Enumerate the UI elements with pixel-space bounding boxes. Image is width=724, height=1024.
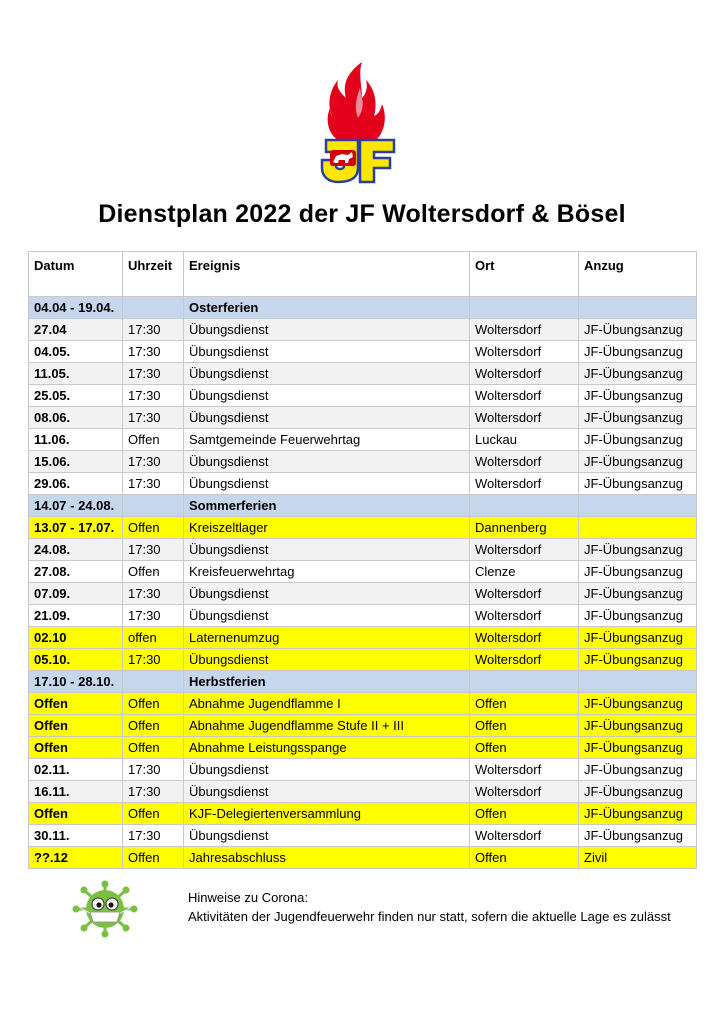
header-uhrzeit: Uhrzeit: [123, 252, 184, 297]
table-row: [29, 605, 697, 627]
table-row: [29, 495, 697, 517]
cell-ort: Woltersdorf: [470, 385, 579, 407]
cell-uhrzeit: 17:30: [123, 341, 184, 363]
cell-anzug: JF-Übungsanzug: [579, 429, 697, 451]
cell-ort: Clenze: [470, 561, 579, 583]
cell-ereignis: Übungsdienst: [184, 363, 470, 385]
table-row: [29, 627, 697, 649]
cell-ereignis: Kreiszeltlager: [184, 517, 470, 539]
cell-uhrzeit: 17:30: [123, 759, 184, 781]
cell-ort: Woltersdorf: [470, 341, 579, 363]
page-title: Dienstplan 2022 der JF Woltersdorf & Bösel: [98, 200, 626, 228]
cell-ereignis: Abnahme Jugendflamme I: [184, 693, 470, 715]
cell-ort: Offen: [470, 737, 579, 759]
cell-datum: 16.11.: [29, 781, 123, 803]
cell-datum: 02.10: [29, 627, 123, 649]
cell-uhrzeit: offen: [123, 627, 184, 649]
table-row: [29, 825, 697, 847]
cell-ort: [470, 297, 579, 319]
cell-uhrzeit: 17:30: [123, 605, 184, 627]
header-anzug: Anzug: [579, 252, 697, 297]
cell-ereignis: Jahresabschluss: [184, 847, 470, 869]
cell-datum: 11.05.: [29, 363, 123, 385]
cell-datum: 29.06.: [29, 473, 123, 495]
cell-ereignis: Herbstferien: [184, 671, 470, 693]
cell-datum: 04.04 - 19.04.: [29, 297, 123, 319]
cell-ereignis: Abnahme Leistungsspange: [184, 737, 470, 759]
cell-datum: 13.07 - 17.07.: [29, 517, 123, 539]
cell-ort: Woltersdorf: [470, 583, 579, 605]
cell-anzug: JF-Übungsanzug: [579, 627, 697, 649]
cell-uhrzeit: Offen: [123, 517, 184, 539]
cell-datum: 30.11.: [29, 825, 123, 847]
table-row: [29, 803, 697, 825]
cell-uhrzeit: [123, 495, 184, 517]
cell-uhrzeit: 17:30: [123, 583, 184, 605]
table-row: [29, 649, 697, 671]
cell-ereignis: Laternenumzug: [184, 627, 470, 649]
cell-uhrzeit: Offen: [123, 847, 184, 869]
corona-note-text: Aktivitäten der Jugendfeuerwehr finden nur statt, sofern die aktuelle Lage es zulässt: [188, 909, 671, 924]
cell-datum: 02.11.: [29, 759, 123, 781]
cell-uhrzeit: 17:30: [123, 319, 184, 341]
cell-datum: Offen: [29, 693, 123, 715]
cell-ereignis: Übungsdienst: [184, 781, 470, 803]
cell-anzug: JF-Übungsanzug: [579, 385, 697, 407]
cell-uhrzeit: Offen: [123, 715, 184, 737]
cell-datum: 05.10.: [29, 649, 123, 671]
cell-ereignis: Übungsdienst: [184, 583, 470, 605]
cell-ereignis: Übungsdienst: [184, 605, 470, 627]
cell-ereignis: Übungsdienst: [184, 319, 470, 341]
cell-ort: Offen: [470, 847, 579, 869]
cell-anzug: JF-Übungsanzug: [579, 649, 697, 671]
header-ort: Ort: [470, 252, 579, 297]
cell-datum: ??.12: [29, 847, 123, 869]
cell-datum: 17.10 - 28.10.: [29, 671, 123, 693]
cell-datum: 15.06.: [29, 451, 123, 473]
cell-ort: Dannenberg: [470, 517, 579, 539]
cell-ereignis: Übungsdienst: [184, 759, 470, 781]
table-row: [29, 539, 697, 561]
cell-anzug: JF-Übungsanzug: [579, 319, 697, 341]
cell-uhrzeit: 17:30: [123, 825, 184, 847]
table-row: [29, 693, 697, 715]
cell-ort: Woltersdorf: [470, 649, 579, 671]
cell-ereignis: Übungsdienst: [184, 649, 470, 671]
cell-ort: Woltersdorf: [470, 473, 579, 495]
table-row: [29, 473, 697, 495]
cell-anzug: JF-Übungsanzug: [579, 341, 697, 363]
cell-anzug: JF-Übungsanzug: [579, 803, 697, 825]
table-row: [29, 759, 697, 781]
cell-ort: Woltersdorf: [470, 627, 579, 649]
cell-ort: Offen: [470, 693, 579, 715]
cell-ort: Luckau: [470, 429, 579, 451]
cell-anzug: [579, 671, 697, 693]
cell-datum: 27.04: [29, 319, 123, 341]
cell-ereignis: Sommerferien: [184, 495, 470, 517]
cell-anzug: JF-Übungsanzug: [579, 825, 697, 847]
cell-uhrzeit: 17:30: [123, 363, 184, 385]
cell-uhrzeit: 17:30: [123, 407, 184, 429]
cell-anzug: JF-Übungsanzug: [579, 759, 697, 781]
cell-anzug: [579, 517, 697, 539]
table-row: [29, 429, 697, 451]
header-ereignis: Ereignis: [184, 252, 470, 297]
table-row: [29, 781, 697, 803]
cell-datum: 25.05.: [29, 385, 123, 407]
cell-ort: Woltersdorf: [470, 825, 579, 847]
cell-uhrzeit: 17:30: [123, 781, 184, 803]
cell-datum: 14.07 - 24.08.: [29, 495, 123, 517]
cell-uhrzeit: 17:30: [123, 451, 184, 473]
cell-datum: 27.08.: [29, 561, 123, 583]
cell-anzug: JF-Übungsanzug: [579, 781, 697, 803]
table-row: [29, 385, 697, 407]
cell-anzug: JF-Übungsanzug: [579, 693, 697, 715]
cell-anzug: [579, 297, 697, 319]
cell-uhrzeit: 17:30: [123, 649, 184, 671]
cell-ort: Offen: [470, 803, 579, 825]
cell-ereignis: Osterferien: [184, 297, 470, 319]
corona-note: [188, 888, 671, 926]
table-header-row: [29, 252, 697, 297]
cell-ort: Woltersdorf: [470, 759, 579, 781]
cell-uhrzeit: 17:30: [123, 385, 184, 407]
table-row: [29, 715, 697, 737]
cell-ereignis: Übungsdienst: [184, 539, 470, 561]
cell-uhrzeit: Offen: [123, 803, 184, 825]
cell-datum: Offen: [29, 737, 123, 759]
table-row: [29, 737, 697, 759]
cell-ereignis: Kreisfeuerwehrtag: [184, 561, 470, 583]
cell-anzug: JF-Übungsanzug: [579, 583, 697, 605]
cell-ort: [470, 671, 579, 693]
cell-ereignis: Samtgemeinde Feuerwehrtag: [184, 429, 470, 451]
cell-datum: 04.05.: [29, 341, 123, 363]
cell-ort: Woltersdorf: [470, 539, 579, 561]
table-row: [29, 341, 697, 363]
cell-ort: Woltersdorf: [470, 319, 579, 341]
cell-ereignis: Übungsdienst: [184, 385, 470, 407]
cell-ereignis: Übungsdienst: [184, 825, 470, 847]
cell-ort: Woltersdorf: [470, 605, 579, 627]
cell-ort: [470, 495, 579, 517]
cell-uhrzeit: 17:30: [123, 539, 184, 561]
table-row: [29, 451, 697, 473]
table-row: [29, 561, 697, 583]
cell-ort: Woltersdorf: [470, 451, 579, 473]
cell-uhrzeit: Offen: [123, 561, 184, 583]
table-row: [29, 671, 697, 693]
cell-datum: 07.09.: [29, 583, 123, 605]
cell-ereignis: Abnahme Jugendflamme Stufe II + III: [184, 715, 470, 737]
corona-note-heading: Hinweise zu Corona:: [188, 890, 308, 905]
cell-ereignis: Übungsdienst: [184, 407, 470, 429]
cell-ort: Woltersdorf: [470, 363, 579, 385]
cell-ort: Offen: [470, 715, 579, 737]
cell-anzug: JF-Übungsanzug: [579, 715, 697, 737]
cell-anzug: JF-Übungsanzug: [579, 605, 697, 627]
table-row: [29, 363, 697, 385]
virus-mask-icon: [70, 880, 140, 938]
cell-ereignis: Übungsdienst: [184, 341, 470, 363]
cell-ort: Woltersdorf: [470, 781, 579, 803]
cell-anzug: Zivil: [579, 847, 697, 869]
cell-datum: 24.08.: [29, 539, 123, 561]
cell-ereignis: KJF-Delegiertenversammlung: [184, 803, 470, 825]
cell-anzug: JF-Übungsanzug: [579, 473, 697, 495]
cell-uhrzeit: 17:30: [123, 473, 184, 495]
cell-ereignis: Übungsdienst: [184, 451, 470, 473]
cell-ort: Woltersdorf: [470, 407, 579, 429]
table-row: [29, 583, 697, 605]
table-row: [29, 319, 697, 341]
cell-anzug: JF-Übungsanzug: [579, 451, 697, 473]
cell-uhrzeit: Offen: [123, 737, 184, 759]
table-row: [29, 297, 697, 319]
cell-datum: Offen: [29, 715, 123, 737]
cell-datum: 21.09.: [29, 605, 123, 627]
cell-anzug: JF-Übungsanzug: [579, 407, 697, 429]
cell-uhrzeit: [123, 297, 184, 319]
cell-anzug: JF-Übungsanzug: [579, 737, 697, 759]
schedule-table: [28, 251, 697, 869]
cell-datum: Offen: [29, 803, 123, 825]
cell-anzug: JF-Übungsanzug: [579, 539, 697, 561]
cell-uhrzeit: [123, 671, 184, 693]
table-row: [29, 517, 697, 539]
table-row: [29, 847, 697, 869]
cell-datum: 08.06.: [29, 407, 123, 429]
cell-uhrzeit: Offen: [123, 693, 184, 715]
cell-anzug: JF-Übungsanzug: [579, 561, 697, 583]
cell-uhrzeit: Offen: [123, 429, 184, 451]
cell-anzug: JF-Übungsanzug: [579, 363, 697, 385]
header-datum: Datum: [29, 252, 123, 297]
cell-ereignis: Übungsdienst: [184, 473, 470, 495]
cell-anzug: [579, 495, 697, 517]
jf-logo: [318, 58, 398, 184]
cell-datum: 11.06.: [29, 429, 123, 451]
table-row: [29, 407, 697, 429]
